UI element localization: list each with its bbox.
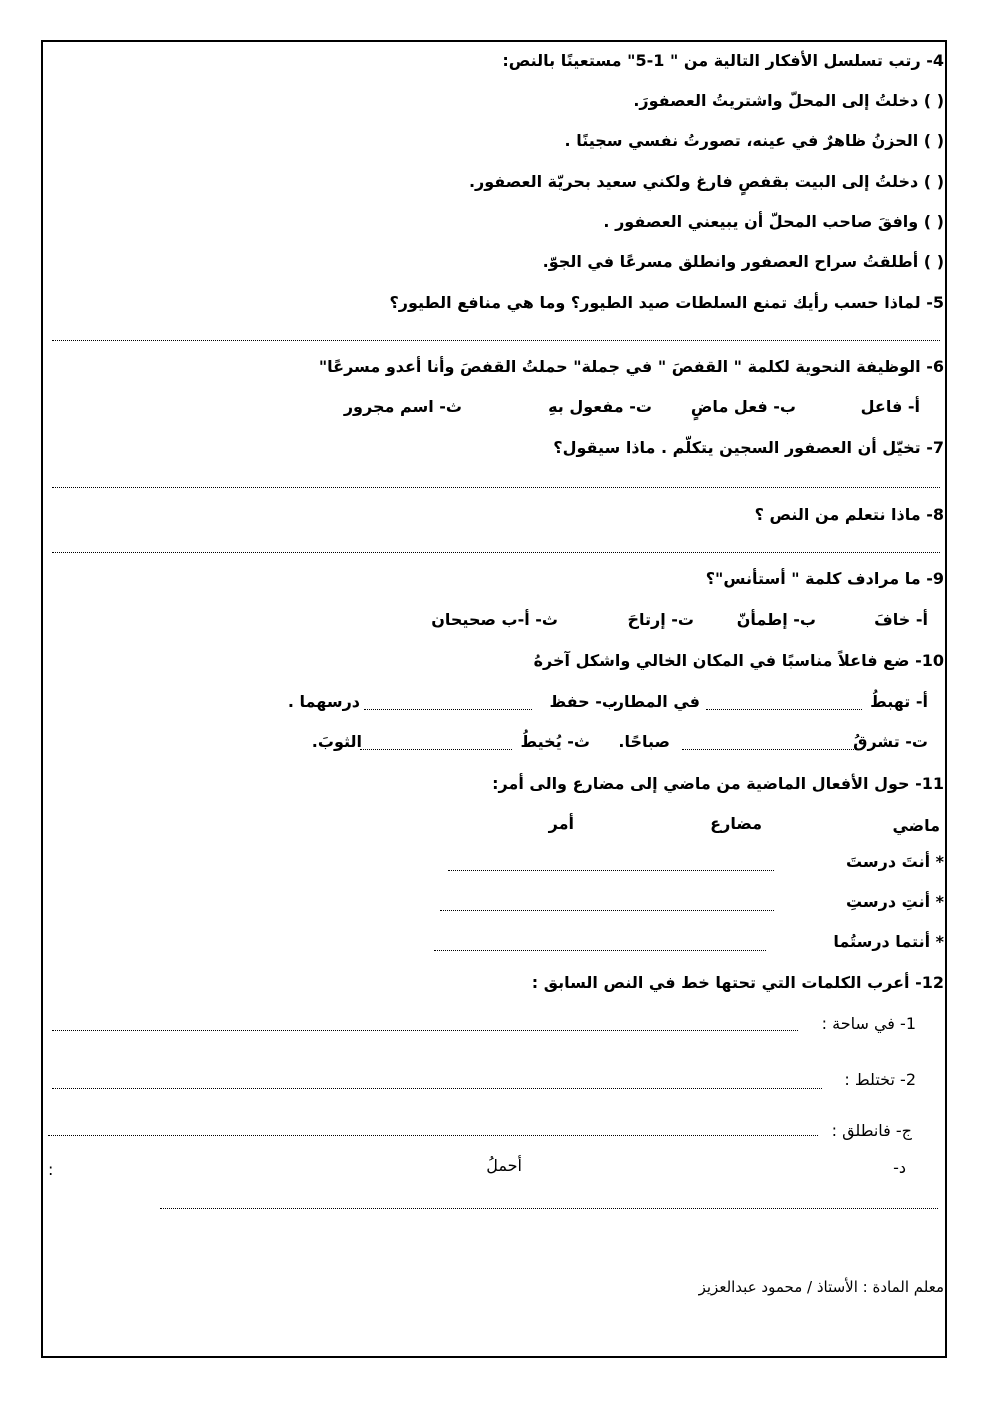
q10-d-blank[interactable] bbox=[360, 749, 512, 750]
question-10-title: 10- ضع فاعلاً مناسبًا في المكان الخالي واشكل آخرهُ bbox=[533, 651, 944, 670]
q10-d-label: ث- يُخيطُ bbox=[520, 732, 590, 751]
q7-answer-line[interactable] bbox=[52, 487, 940, 488]
q12-item-3-blank[interactable] bbox=[48, 1135, 818, 1136]
q6-option-d[interactable]: ث- اسم مجرور bbox=[343, 397, 462, 416]
q12-item-2-blank[interactable] bbox=[52, 1088, 822, 1089]
q12-item-1-blank[interactable] bbox=[52, 1030, 798, 1031]
q9-option-b[interactable]: ب- إطمأنّ bbox=[736, 610, 816, 629]
question-11-title: 11- حول الأفعال الماضية من ماضي إلى مضارع والى أمر: bbox=[492, 774, 944, 793]
q12-item-1: 1- في ساحة : bbox=[821, 1014, 916, 1033]
question-4-title: 4- رتب تسلسل الأفكار التالية من " 1-5" مستعينًا بالنص: bbox=[502, 51, 944, 70]
q6-option-b[interactable]: ب- فعل ماضٍ bbox=[690, 397, 796, 416]
question-5-title: 5- لماذا حسب رأيك تمنع السلطات صيد الطيور؟ وما هي منافع الطيور؟ bbox=[389, 293, 944, 312]
question-6-title: 6- الوظيفة النحوية لكلمة " القفصَ " في جملة" حملتُ القفصَ وأنا أعدو مسرعًا" bbox=[318, 357, 944, 376]
q4-item-4: ( ) وافقَ صاحب المحلّ أن يبيعني العصفور . bbox=[603, 212, 944, 231]
q8-answer-line[interactable] bbox=[52, 552, 940, 553]
question-9-title: 9- ما مرادف كلمة " أستأنس"؟ bbox=[705, 569, 944, 588]
q11-header-past: ماضي bbox=[892, 816, 940, 835]
q10-c-label: ت- تشرقُ bbox=[853, 732, 928, 751]
q6-option-c[interactable]: ت- مفعول بهِ bbox=[548, 397, 652, 416]
q11-row-1-blank[interactable] bbox=[448, 870, 774, 871]
question-12-title: 12- أعرب الكلمات التي تحتها خط في النص السابق : bbox=[531, 973, 944, 992]
q9-option-d[interactable]: ث- أ-ب صحيحان bbox=[431, 610, 558, 629]
q10-a-end: في المطار. bbox=[608, 692, 700, 711]
question-8-title: 8- ماذا نتعلم من النص ؟ bbox=[754, 505, 944, 524]
q6-option-a[interactable]: أ- فاعل bbox=[860, 397, 920, 416]
q12-item-4-colon: : bbox=[48, 1160, 54, 1179]
q10-b-end: درسهما . bbox=[287, 692, 360, 711]
question-7-title: 7- تخيّل أن العصفور السجين يتكلّم . ماذا سيقول؟ bbox=[553, 438, 944, 457]
q12-item-2: 2- تختلط : bbox=[844, 1070, 916, 1089]
q9-option-a[interactable]: أ- خافَ bbox=[874, 610, 928, 629]
q11-header-present: مضارع bbox=[710, 814, 762, 833]
q10-d-end: الثوبَ. bbox=[311, 732, 362, 751]
q10-b-blank[interactable] bbox=[364, 709, 532, 710]
q10-c-end: صباحًا. bbox=[618, 732, 670, 751]
q4-item-3: ( ) دخلتُ إلى البيت بقفصٍ فارغ ولكني سعيد بحريّة العصفور. bbox=[468, 172, 944, 191]
q4-item-1: ( ) دخلتُ إلى المحلّ واشتريتُ العصفورَ. bbox=[633, 91, 944, 110]
q12-item-4: د- bbox=[893, 1158, 906, 1177]
q9-option-c[interactable]: ت- إرتاحَ bbox=[627, 610, 694, 629]
q12-item-3: ج- فانطلق : bbox=[831, 1121, 912, 1140]
q12-item-4-blank[interactable] bbox=[160, 1208, 938, 1209]
q10-b-label: ب- حفظ bbox=[549, 692, 618, 711]
q10-c-blank[interactable] bbox=[682, 749, 858, 750]
q12-item-4-word: أحملُ bbox=[486, 1156, 522, 1175]
teacher-signature: معلم المادة : الأستاذ / محمود عبدالعزيز bbox=[698, 1278, 944, 1296]
q10-a-label: أ- تهبطُ bbox=[870, 692, 928, 711]
q11-row-1: * أنتَ درستَ bbox=[845, 852, 944, 871]
q5-answer-line[interactable] bbox=[52, 340, 940, 341]
q11-header-imperative: أمر bbox=[548, 814, 574, 833]
q11-row-3-blank[interactable] bbox=[434, 950, 766, 951]
q4-item-5: ( ) أطلقتُ سراح العصفور وانطلق مسرعًا في الجوّ. bbox=[542, 252, 944, 271]
q11-row-2: * أنتِ درستِ bbox=[845, 892, 944, 911]
q4-item-2: ( ) الحزنُ ظاهرٌ في عينه، تصورتُ نفسي سجينًا . bbox=[564, 131, 944, 150]
q11-row-2-blank[interactable] bbox=[440, 910, 774, 911]
q10-a-blank[interactable] bbox=[706, 709, 862, 710]
q11-row-3: * أنتما درستُما bbox=[833, 932, 944, 951]
